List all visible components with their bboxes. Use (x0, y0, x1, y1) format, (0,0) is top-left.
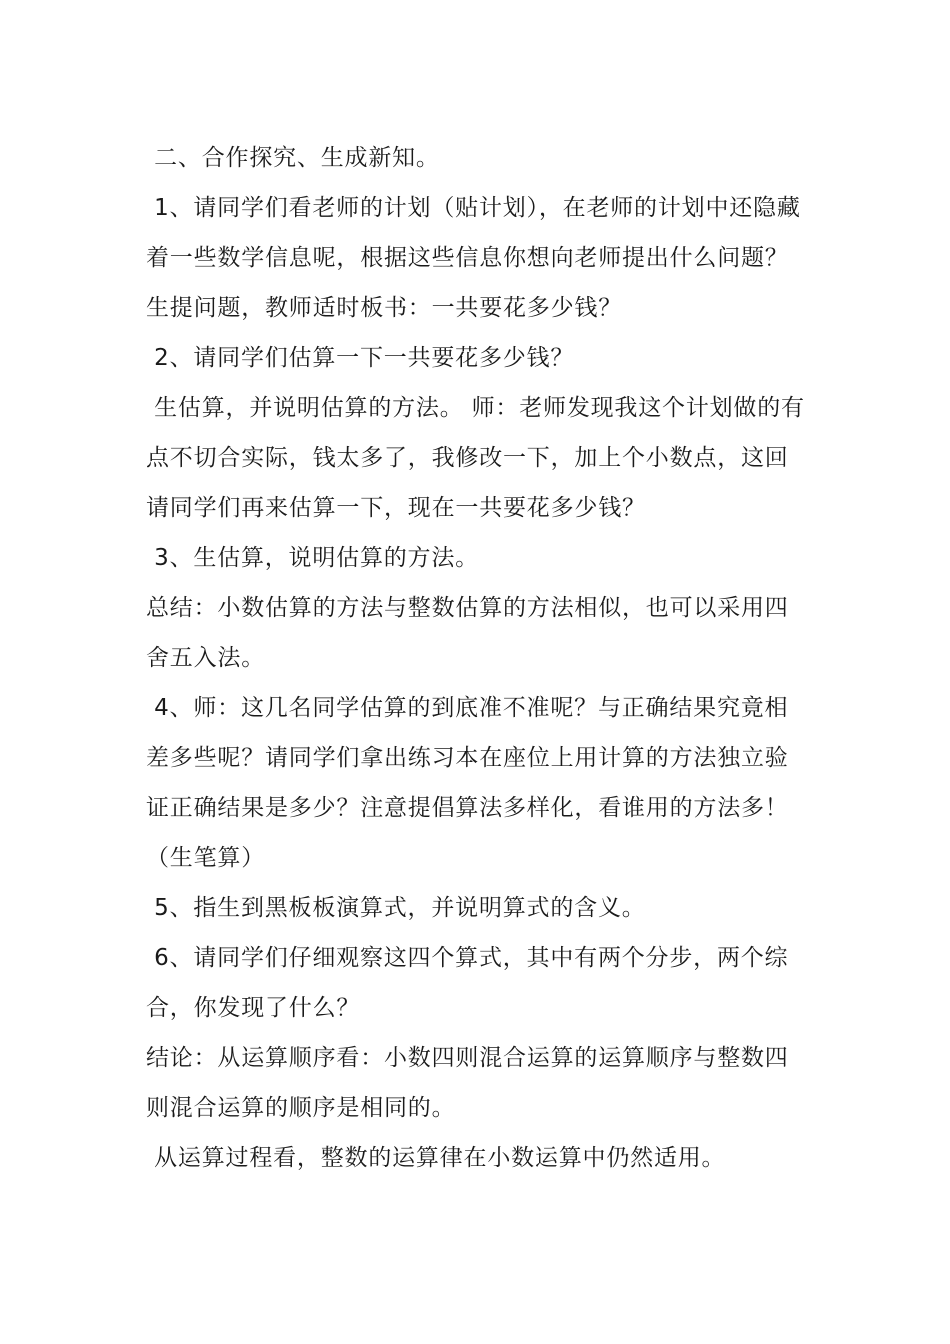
paragraph-step-5: 5、指生到黑板板演算式，并说明算式的含义。 (146, 895, 646, 921)
section-heading: 二、合作探究、生成新知。 (146, 145, 440, 171)
paragraph-step-1: 1、请同学们看老师的计划（贴计划），在老师的计划中还隐藏着一些数学信息呢，根据这些信息你想向老师提出什么问题？ (146, 195, 801, 271)
paragraph-step-6: 6、请同学们仔细观察这四个算式，其中有两个分步，两个综合，你发现了什么？ (146, 945, 789, 1021)
paragraph-step-4: 4、师：这几名同学估算的到底准不准呢？与正确结果究竟相差多些呢？请同学们拿出练习本在座位上用计算的方法独立验证正确结果是多少？注意提倡算法多样化，看谁用的方法多！（生笔算） (146, 695, 789, 871)
paragraph-step-2: 2、请同学们估算一下一共要花多少钱？ (146, 345, 575, 371)
paragraph-estimate-1: 生估算，并说明估算的方法。 师：老师发现我这个计划做的有点不切合实际，钱太多了，我修改一下，加上个小数点，这回请同学们再来估算一下，现在一共要花多少钱？ (146, 395, 805, 521)
paragraph-student-question: 生提问题，教师适时板书：一共要花多少钱？ (146, 295, 622, 321)
paragraph-summary: 总结：小数估算的方法与整数估算的方法相似，也可以采用四舍五入法。 (146, 595, 789, 671)
paragraph-conclusion-2: 从运算过程看，整数的运算律在小数运算中仍然适用。 (146, 1145, 726, 1171)
paragraph-step-3: 3、生估算，说明估算的方法。 (146, 545, 479, 571)
paragraph-conclusion: 结论：从运算顺序看：小数四则混合运算的运算顺序与整数四则混合运算的顺序是相同的。 (146, 1045, 789, 1121)
